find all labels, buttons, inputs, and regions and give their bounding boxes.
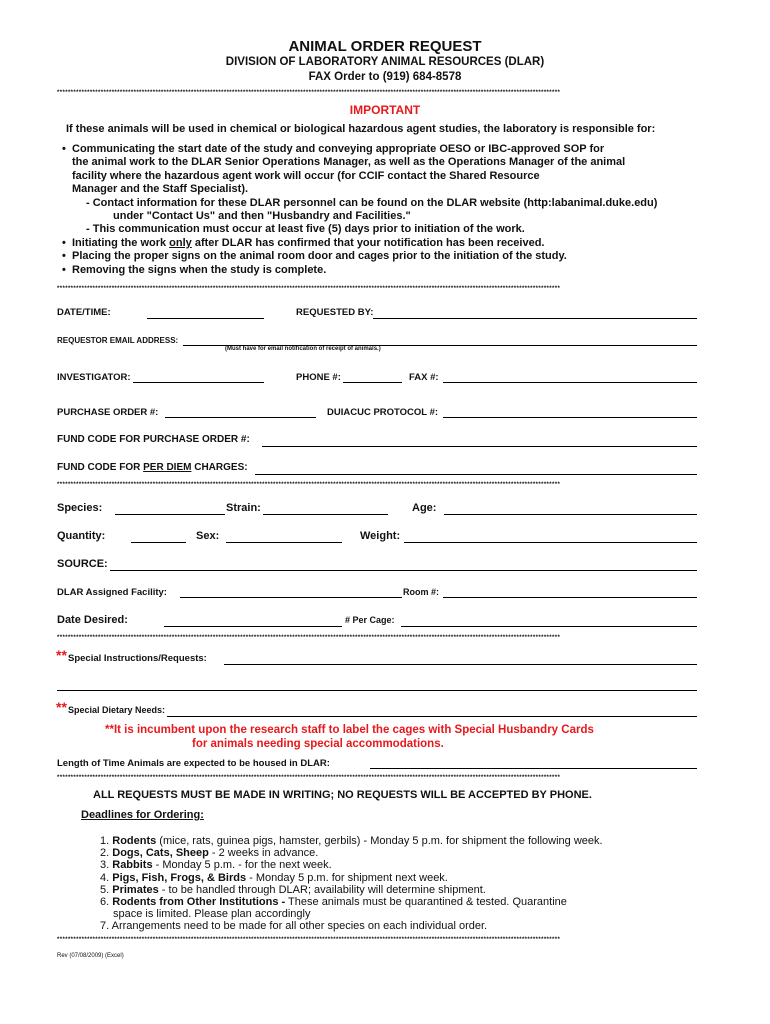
weight-field[interactable] bbox=[404, 542, 697, 543]
fund-code-po-field[interactable] bbox=[262, 446, 697, 447]
age-label: Age: bbox=[412, 502, 437, 514]
length-of-time-label: Length of Time Animals are expected to be housed in DLAR: bbox=[57, 758, 330, 769]
bullet-signs: Placing the proper signs on the animal room door and cages prior to the initiation of the study. bbox=[72, 250, 567, 263]
sex-field[interactable] bbox=[226, 542, 342, 543]
bullet-removing: Removing the signs when the study is complete. bbox=[72, 263, 327, 276]
investigator-label: INVESTIGATOR: bbox=[57, 372, 131, 383]
bullet-dot-4: • bbox=[62, 263, 66, 276]
separator-4: **************************************************************************************************************************************************************************************** bbox=[57, 635, 561, 641]
asterisk-mark: ** bbox=[56, 699, 67, 715]
special-instructions-field-2[interactable] bbox=[57, 690, 697, 691]
room-field[interactable] bbox=[443, 597, 697, 598]
special-dietary-label: Special Dietary Needs: bbox=[68, 705, 166, 715]
requestor-email-label: REQUESTOR EMAIL ADDRESS: bbox=[57, 336, 179, 345]
source-field[interactable] bbox=[110, 570, 697, 571]
length-of-time-field[interactable] bbox=[370, 768, 697, 769]
page-title: ANIMAL ORDER REQUEST bbox=[288, 38, 482, 55]
per-cage-label: # Per Cage: bbox=[345, 615, 395, 625]
email-note: (Must have for email notification of receipt of animals.) bbox=[225, 346, 381, 352]
protocol-label: DUIACUC PROTOCOL #: bbox=[327, 407, 439, 418]
fax-number: FAX Order to (919) 684-8578 bbox=[308, 71, 462, 83]
bullet-dot-1: • bbox=[62, 143, 66, 155]
source-label: SOURCE: bbox=[57, 558, 108, 570]
deadline-item: 4. Pigs, Fish, Frogs, & Birds - Monday 5 p.m. for shipment next week. bbox=[100, 871, 448, 884]
bullet-dot-2: • bbox=[62, 237, 66, 249]
purchase-order-field[interactable] bbox=[165, 417, 316, 418]
husbandry-cards-note: **It is incumbent upon the research staff to label the cages with Special Husbandry Cards bbox=[105, 724, 594, 736]
bullet-line: - Contact information for these DLAR personnel can be found on the DLAR website (http:labanimal.duke.edu) bbox=[86, 196, 658, 209]
special-instructions-field[interactable] bbox=[224, 664, 697, 665]
written-requests-notice: ALL REQUESTS MUST BE MADE IN WRITING; NO REQUESTS WILL BE ACCEPTED BY PHONE. bbox=[93, 789, 592, 801]
room-label: Room #: bbox=[403, 587, 439, 597]
quantity-label: Quantity: bbox=[57, 530, 106, 542]
deadline-item: 2. Dogs, Cats, Sheep - 2 weeks in advance. bbox=[100, 847, 319, 860]
date-desired-label: Date Desired: bbox=[57, 614, 128, 626]
deadline-item: 6. Rodents from Other Institutions - These animals must be quarantined & tested. Quarantine bbox=[100, 896, 567, 908]
husbandry-cards-note-2: for animals needing special accommodations. bbox=[192, 738, 444, 750]
special-dietary-field[interactable] bbox=[167, 716, 697, 717]
asterisk-mark: ** bbox=[56, 647, 67, 663]
fund-code-per-diem-label: FUND CODE FOR PER DIEM CHARGES: bbox=[57, 462, 248, 473]
separator-5: **************************************************************************************************************************************************************************************** bbox=[57, 775, 561, 781]
separator-2: **************************************************************************************************************************************************************************************** bbox=[57, 286, 561, 292]
revision-note: Rev (07/08/2009) (Excel) bbox=[57, 953, 124, 959]
bullet-dot-3: • bbox=[62, 250, 66, 263]
bullet-line: Manager and the Staff Specialist). bbox=[72, 183, 249, 196]
deadline-item: space is limited. Please plan accordingly bbox=[113, 908, 311, 921]
facility-field[interactable] bbox=[180, 597, 402, 598]
strain-label: Strain: bbox=[226, 502, 261, 514]
special-instructions-label: Special Instructions/Requests: bbox=[68, 653, 207, 664]
species-field[interactable] bbox=[115, 514, 225, 515]
investigator-field[interactable] bbox=[133, 382, 264, 383]
deadline-item: 1. Rodents (mice, rats, guinea pigs, hamster, gerbils) - Monday 5 p.m. for shipment the following week. bbox=[100, 835, 603, 847]
bullet-line: facility where the hazardous agent work will occur (for CCIF contact the Shared Resource bbox=[72, 169, 540, 182]
facility-label: DLAR Assigned Facility: bbox=[57, 587, 167, 598]
requested-by-label: REQUESTED BY: bbox=[296, 307, 374, 318]
fund-code-per-diem-field[interactable] bbox=[255, 474, 697, 475]
date-time-field[interactable] bbox=[147, 318, 264, 319]
phone-field[interactable] bbox=[343, 382, 402, 383]
purchase-order-label: PURCHASE ORDER #: bbox=[57, 407, 159, 418]
fax-field[interactable] bbox=[443, 382, 697, 383]
deadlines-heading: Deadlines for Ordering: bbox=[81, 809, 204, 821]
bullet-line: under "Contact Us" and then "Husbandry and Facilities." bbox=[113, 210, 411, 222]
per-cage-field[interactable] bbox=[401, 626, 697, 627]
date-desired-field[interactable] bbox=[164, 626, 342, 627]
separator-3: **************************************************************************************************************************************************************************************** bbox=[57, 482, 561, 488]
age-field[interactable] bbox=[444, 514, 697, 515]
bullet-initiating: Initiating the work only after DLAR has confirmed that your notification has been received. bbox=[72, 237, 545, 249]
bullet-line: the animal work to the DLAR Senior Operations Manager, as well as the Operations Manager of the animal bbox=[72, 156, 626, 169]
requested-by-field[interactable] bbox=[373, 318, 697, 319]
bullet-line: - This communication must occur at least five (5) days prior to initiation of the work. bbox=[86, 223, 525, 236]
separator-6: **************************************************************************************************************************************************************************************** bbox=[57, 937, 561, 943]
fund-code-po-label: FUND CODE FOR PURCHASE ORDER #: bbox=[57, 434, 250, 445]
deadline-item: 3. Rabbits - Monday 5 p.m. - for the next week. bbox=[100, 859, 332, 872]
species-label: Species: bbox=[57, 502, 103, 514]
phone-label: PHONE #: bbox=[296, 372, 341, 383]
strain-field[interactable] bbox=[263, 514, 388, 515]
deadline-item: 7. Arrangements need to be made for all other species on each individual order. bbox=[100, 920, 488, 933]
division-name: DIVISION OF LABORATORY ANIMAL RESOURCES (DLAR) bbox=[225, 56, 545, 68]
deadline-item: 5. Primates - to be handled through DLAR; availability will determine shipment. bbox=[100, 883, 486, 896]
date-time-label: DATE/TIME: bbox=[57, 307, 111, 318]
important-intro: If these animals will be used in chemical or biological hazardous agent studies, the laboratory is responsible for: bbox=[66, 123, 656, 135]
quantity-field[interactable] bbox=[131, 542, 186, 543]
fax-label: FAX #: bbox=[409, 372, 439, 383]
weight-label: Weight: bbox=[360, 530, 401, 542]
protocol-field[interactable] bbox=[443, 417, 697, 418]
important-heading: IMPORTANT bbox=[349, 103, 421, 117]
bullet-line: Communicating the start date of the study and conveying appropriate OESO or IBC-approved SOP for bbox=[72, 143, 605, 155]
sex-label: Sex: bbox=[196, 530, 220, 542]
separator-1: **************************************************************************************************************************************************************************************** bbox=[57, 90, 561, 96]
